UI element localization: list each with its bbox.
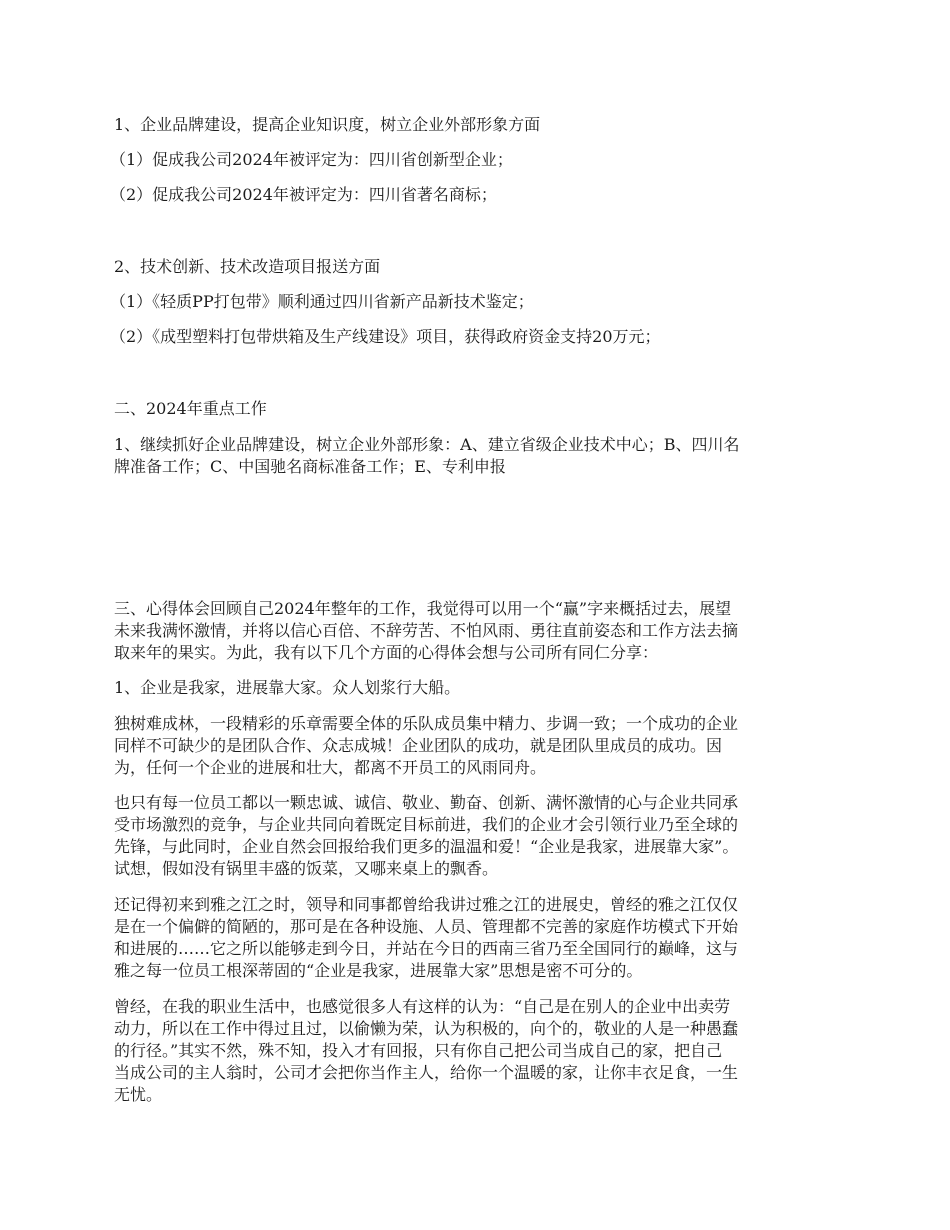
- section-heading-tech: 2、技术创新、技术改造项目报送方面: [114, 257, 381, 276]
- paragraph-line: 取来年的果实。为此，我有以下几个方面的心得体会想与公司所有同仁分享：: [114, 643, 659, 662]
- section-heading-brand: 1、企业品牌建设，提高企业知识度，树立企业外部形象方面: [114, 115, 541, 134]
- list-item: （1）《轻质PP打包带》顺利通过四川省新产品新技术鉴定；: [110, 292, 534, 311]
- list-item: （2）《成型塑料打包带烘箱及生产线建设》项目，获得政府资金支持20万元；: [110, 327, 661, 346]
- paragraph-line: 牌准备工作；C、中国驰名商标准备工作；E、专利申报: [114, 457, 506, 476]
- list-item: （2）促成我公司2024年被评定为：四川省著名商标；: [110, 185, 497, 204]
- paragraph-line: 动力，所以在工作中得过且过，以偷懒为荣，认为积极的，向个的，敬业的人是一种愚蠢: [114, 1019, 739, 1038]
- paragraph-line: 当成公司的主人翁时，公司才会把你当作主人，给你一个温暖的家，让你丰衣足食，一生: [114, 1063, 739, 1082]
- paragraph-line: 未来我满怀激情，并将以信心百倍、不辞劳苦、不怕风雨、勇往直前姿态和工作方法去摘: [114, 621, 739, 640]
- paragraph-line: 独树难成林，一段精彩的乐章需要全体的乐队成员集中精力、步调一致；一个成功的企业: [114, 714, 739, 733]
- paragraph-line: 还记得初来到雅之江之时，领导和同事都曾给我讲过雅之江的进展史，曾经的雅之江仅仅: [114, 895, 739, 914]
- paragraph-line: 受市场激烈的竞争，与企业共同向着既定目标前进，我们的企业才会引领行业乃至全球的: [114, 815, 739, 834]
- paragraph-line: 1、继续抓好企业品牌建设，树立企业外部形象：A、建立省级企业技术中心；B、四川名: [114, 435, 740, 454]
- paragraph-line: 的行径。”其实不然，殊不知，投入才有回报，只有你自己把公司当成自己的家，把自己: [114, 1041, 723, 1060]
- paragraph-line: 先锋，与此同时，企业自然会回报给我们更多的温温和爱！“企业是我家，进展靠大家”。: [114, 837, 739, 856]
- paragraph-line: 试想，假如没有锅里丰盛的饭菜，又哪来桌上的飘香。: [114, 859, 499, 878]
- point-heading: 1、企业是我家，进展靠大家。众人划浆行大船。: [114, 678, 461, 697]
- paragraph-line: 和进展的……它之所以能够走到今日，并站在今日的西南三省乃至全国同行的巅峰，这与: [114, 939, 739, 958]
- paragraph-line: 无忧。: [114, 1085, 163, 1104]
- list-item: （1）促成我公司2024年被评定为：四川省创新型企业；: [110, 150, 513, 169]
- paragraph-line: 也只有每一位员工都以一颗忠诚、诚信、敬业、勤奋、创新、满怀激情的心与企业共同承: [114, 793, 739, 812]
- paragraph-line: 是在一个偏僻的简陋的，那可是在各种设施、人员、管理都不完善的家庭作坊模式下开始: [114, 917, 739, 936]
- paragraph-line: 三、心得体会回顾自己2024年整年的工作，我觉得可以用一个“赢”字来概括过去，展望: [114, 599, 732, 618]
- paragraph-line: 雅之每一位员工根深蒂固的“企业是我家，进展靠大家”思想是密不可分的。: [114, 961, 643, 980]
- paragraph-line: 同样不可缺少的是团队合作、众志成城！企业团队的成功，就是团队里成员的成功。因: [114, 736, 723, 755]
- paragraph-line: 为，任何一个企业的进展和壮大，都离不开员工的风雨同舟。: [114, 758, 547, 777]
- paragraph-line: 曾经，在我的职业生活中，也感觉很多人有这样的认为：“自己是在别人的企业中出卖劳: [114, 997, 731, 1016]
- section-heading-key-work: 二、2024年重点工作: [114, 399, 267, 418]
